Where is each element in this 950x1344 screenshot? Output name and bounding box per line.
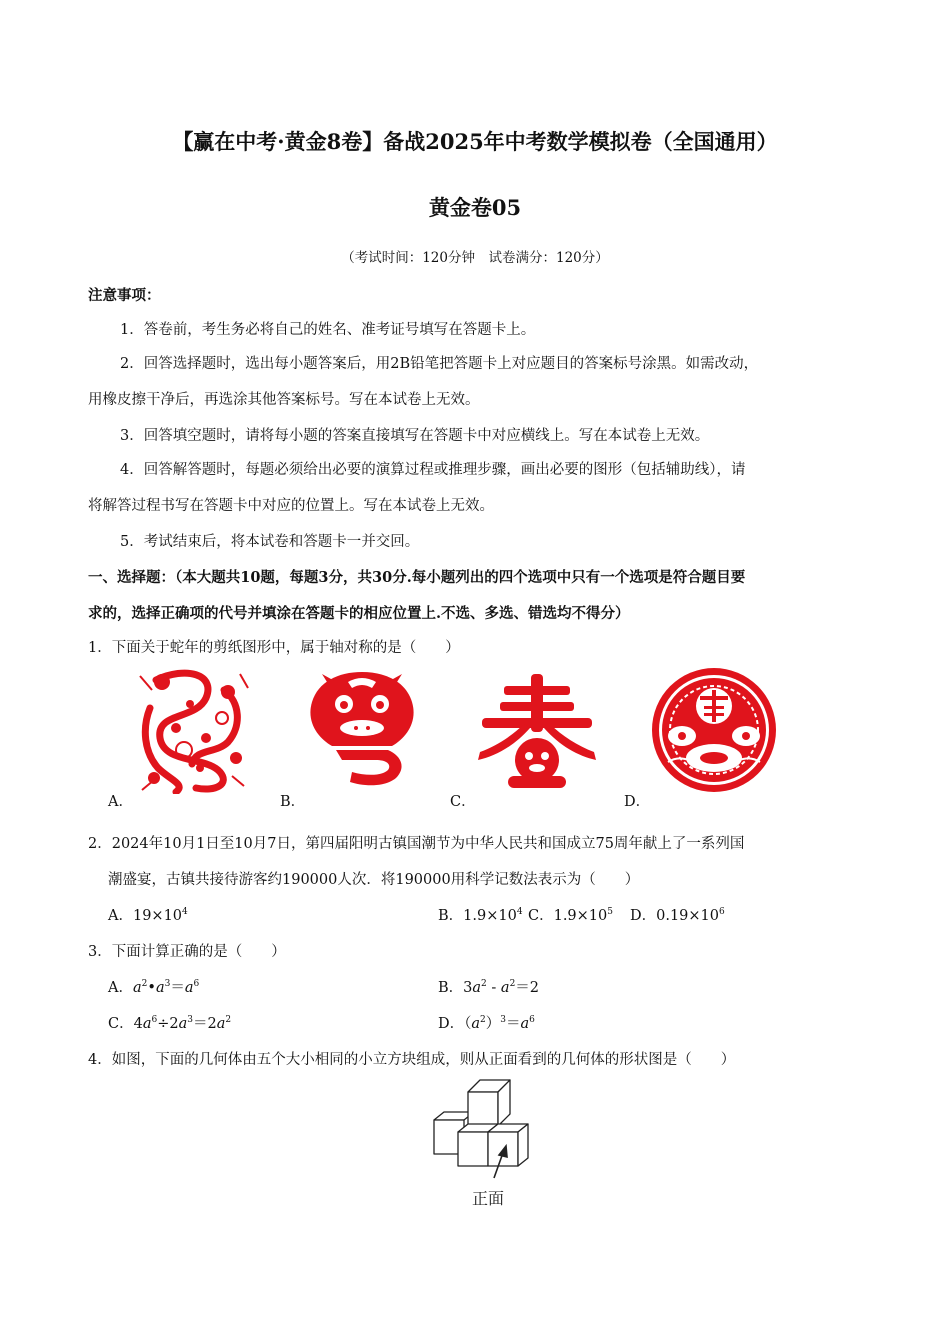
q3-option-d: D．$(a^2)^3=a^6$ xyxy=(438,1015,535,1032)
q2-option-d xyxy=(630,904,725,925)
exam-subtitle: 黄金卷05 xyxy=(428,195,522,220)
q3-option-c: C．$4a^6\div 2a^3=2a^2$ xyxy=(108,1015,232,1032)
q1-option-c: C． xyxy=(450,794,476,810)
note-item-2b: 用橡皮擦干净后，再选涂其他答案标号。写在本试卷上无效。 xyxy=(88,392,480,408)
section-heading-line1: 一、选择题：（本大题共10题，每题3分，共30分.每小题列出的四个选项中只有一个选项是符合题目要 xyxy=(88,569,746,586)
question-1-stem: 1．下面关于蛇年的剪纸图形中，属于轴对称的是（ ） xyxy=(88,640,460,656)
note-item-1: 1．答卷前，考生务必将自己的姓名、准考证号填写在答题卡上。 xyxy=(120,322,536,338)
exam-title: 【赢在中考·黄金8卷】备战2025年中考数学模拟卷（全国通用） xyxy=(172,129,778,154)
q1-option-b: B． xyxy=(280,794,306,810)
front-view-label: 正面 xyxy=(471,1189,505,1208)
question-4-stem: 4．如图，下面的几何体由五个大小相同的小立方块组成，则从正面看到的几何体的形状图是（ ） xyxy=(88,1052,736,1068)
papercut-fu-d xyxy=(650,666,778,794)
q2-option-a-text: A．19×10 xyxy=(108,908,183,924)
q3-option-d-label: D． xyxy=(438,1016,465,1032)
note-item-3: 3．回答填空题时，请将每小题的答案直接填写在答题卡中对应横线上。写在本试卷上无效。 xyxy=(120,428,710,444)
note-item-4: 4．回答解答题时，每题必须给出必要的演算过程或推理步骤，画出必要的图形（包括辅助线），请 xyxy=(120,462,746,478)
q3-option-c-label: C． xyxy=(108,1016,134,1032)
q2-option-b-text: B．1.9×10 xyxy=(438,908,517,924)
papercut-chun-c xyxy=(474,672,600,790)
section-heading-line2: 求的，选择正确项的代号并填涂在答题卡的相应位置上.不选、多选、错选均不得分） xyxy=(88,605,630,622)
note-item-5: 5．考试结束后，将本试卷和答题卡一并交回。 xyxy=(120,534,420,550)
notes-heading: 注意事项： xyxy=(88,287,161,304)
q2-option-a-exp: 4 xyxy=(182,907,188,917)
papercut-dragon-a xyxy=(136,668,254,794)
q1-option-a: A． xyxy=(108,794,133,810)
q3-option-a: A．$a^2•a^3=a^6$ xyxy=(108,979,200,996)
q2-option-a xyxy=(108,904,188,925)
q2-option-b-exp: 4 xyxy=(516,907,523,917)
cube-solid-figure xyxy=(430,1074,542,1210)
note-item-2: 2．回答选择题时，选出每小题答案后，用2B铅笔把答题卡上对应题目的答案标号涂黑。如需改动， xyxy=(120,356,759,372)
q3-option-b-label: B． xyxy=(438,980,464,996)
q2-option-c-exp: 5 xyxy=(607,907,613,917)
q2-option-d-text: D．0.19×10 xyxy=(630,908,720,924)
q2-option-d-exp: 6 xyxy=(719,907,725,917)
q1-option-d: D． xyxy=(624,794,651,810)
note-item-4b: 将解答过程书写在答题卡中对应的位置上。写在本试卷上无效。 xyxy=(88,498,494,514)
q2-option-b xyxy=(438,904,523,925)
q3-option-a-label: A． xyxy=(108,980,133,996)
exam-info: （考试时间：120分钟 试卷满分：120分） xyxy=(341,250,609,266)
q3-option-b: B．$3a^2 - a^2=2$ xyxy=(438,979,540,996)
question-2-line1: 2．2024年10月1日至10月7日，第四届阳明古镇国潮节为中华人民共和国成立75周年献上了一系列国 xyxy=(88,836,745,852)
papercut-snake-b xyxy=(306,668,418,792)
question-2-line2: 潮盛宴，古镇共接待游客约190000人次．将190000用科学记数法表示为（ ） xyxy=(108,872,640,888)
q2-option-c-text: C．1.9×10 xyxy=(528,908,608,924)
q2-option-c xyxy=(528,904,613,925)
question-3-stem: 3．下面计算正确的是（ ） xyxy=(88,944,286,960)
